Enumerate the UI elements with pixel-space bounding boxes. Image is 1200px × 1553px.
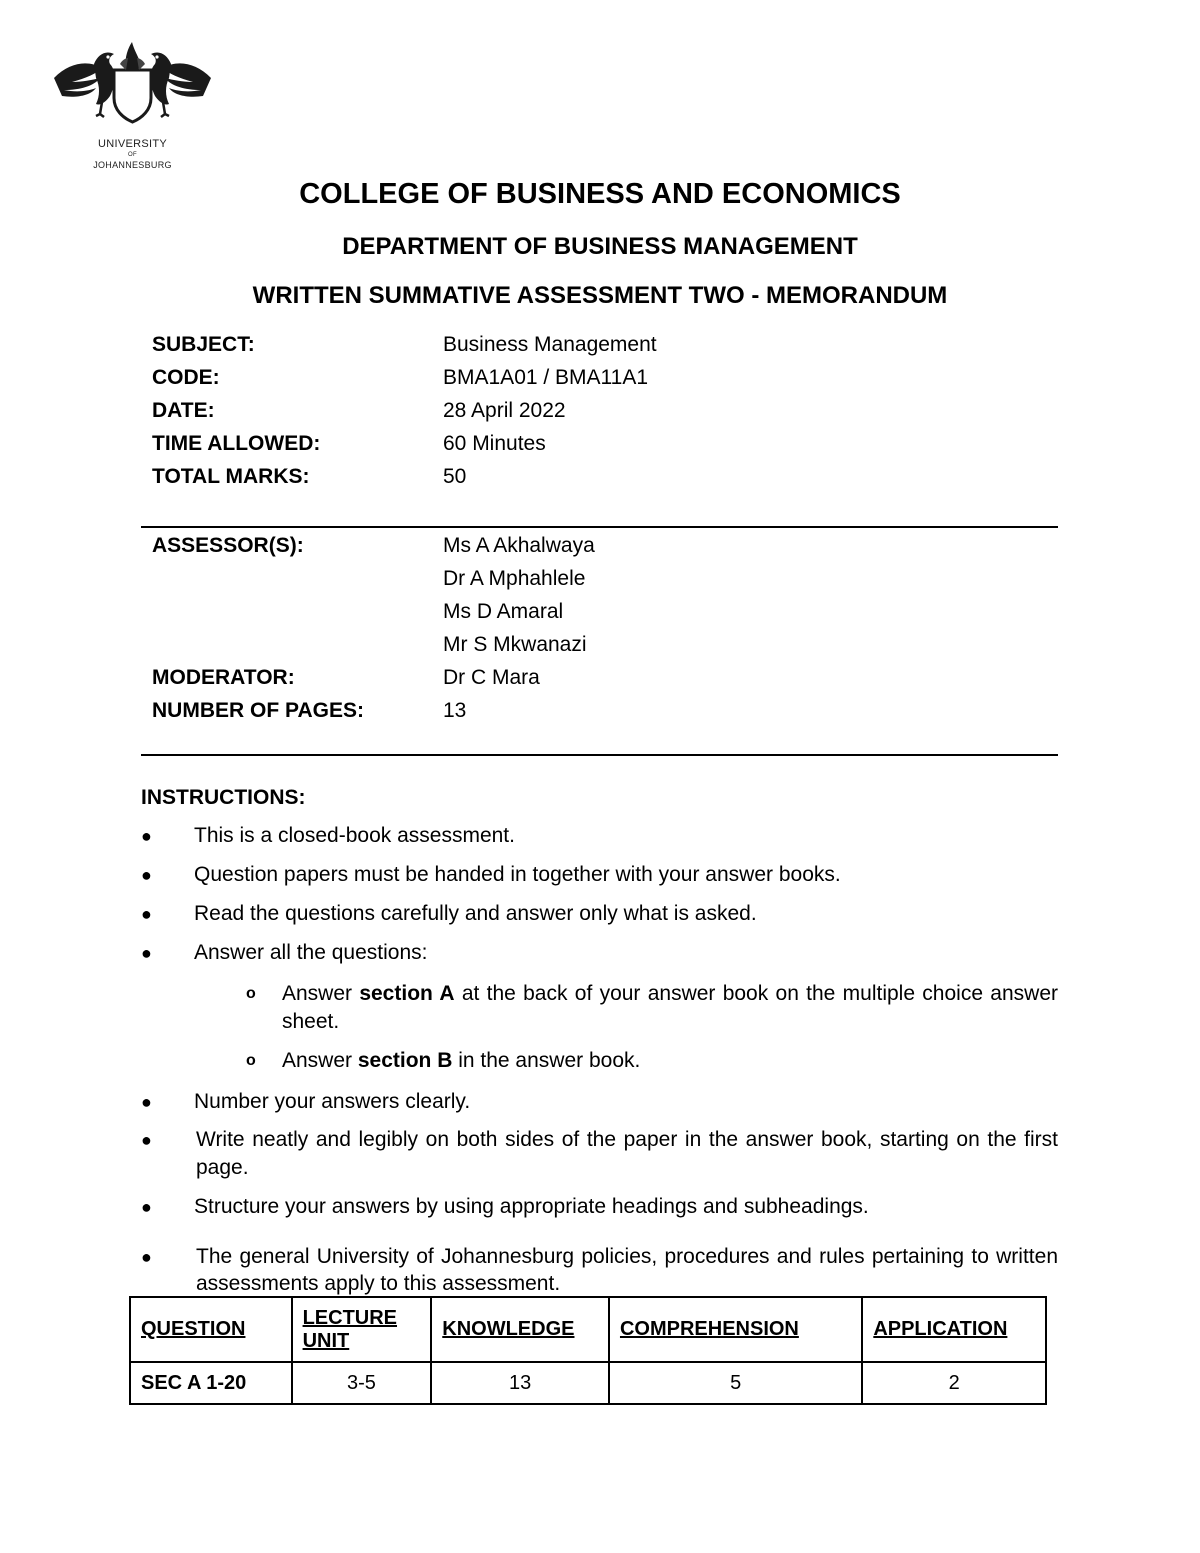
- bullet-icon: ●: [141, 1197, 152, 1217]
- divider: [141, 754, 1058, 756]
- detail-label: TOTAL MARKS:: [152, 465, 310, 488]
- staff-row: [152, 633, 1052, 666]
- detail-row-subject: [152, 333, 1052, 366]
- detail-value: 28 April 2022: [443, 399, 566, 422]
- instruction-text: Answer all the questions:: [194, 941, 428, 964]
- detail-row-date: [152, 399, 1052, 432]
- detail-row-time: [152, 432, 1052, 465]
- bullet-icon: ●: [141, 1247, 152, 1267]
- staff-value: Dr C Mara: [443, 666, 540, 689]
- bullet-icon: ●: [141, 904, 152, 924]
- staff-value: Mr S Mkwanazi: [443, 633, 587, 656]
- staff-details: [152, 534, 1052, 732]
- university-logo: [50, 40, 215, 175]
- instruction-text: The general University of Johannesburg policies, procedures and rules pertaining to written assessments apply to this assessment.: [196, 1245, 1058, 1295]
- detail-row-total-marks: [152, 465, 1052, 498]
- crest-birds-icon: [50, 40, 215, 135]
- bullet-icon: ●: [141, 1092, 152, 1112]
- detail-value: Business Management: [443, 333, 657, 356]
- detail-row-code: [152, 366, 1052, 399]
- bullet-icon: ●: [141, 943, 152, 963]
- logo-text-of: OF: [128, 152, 137, 158]
- table-cell: SEC A 1-20: [130, 1362, 292, 1404]
- instruction-text: Read the questions carefully and answer only what is asked.: [194, 902, 757, 925]
- staff-row: [152, 600, 1052, 633]
- detail-label: TIME ALLOWED:: [152, 432, 321, 455]
- instruction-subitem: [246, 980, 1058, 1040]
- instruction-text: Write neatly and legibly on both sides of the paper in the answer book, starting on the first page.: [196, 1128, 1058, 1179]
- table-header-cell: COMPREHENSION: [609, 1297, 862, 1362]
- bullet-icon: ●: [141, 826, 152, 846]
- detail-value: 50: [443, 465, 467, 488]
- detail-label: SUBJECT:: [152, 333, 255, 356]
- table-header-row: [130, 1297, 1046, 1362]
- staff-value: Ms A Akhalwaya: [443, 534, 595, 557]
- table-row: [130, 1362, 1046, 1404]
- table-cell: 3-5: [292, 1362, 432, 1404]
- assessment-details: [152, 333, 1052, 498]
- staff-value: Dr A Mphahlele: [443, 567, 586, 590]
- staff-row: [152, 567, 1052, 600]
- staff-value: Ms D Amaral: [443, 600, 564, 623]
- staff-value: 13: [443, 699, 467, 722]
- staff-label: NUMBER OF PAGES:: [152, 699, 364, 722]
- instruction-subtext: Answer section B in the answer book.: [282, 1049, 641, 1072]
- instruction-text: Structure your answers by using appropriate headings and subheadings.: [194, 1195, 869, 1218]
- bullet-icon: ●: [141, 865, 152, 885]
- table-header-cell: KNOWLEDGE: [431, 1297, 609, 1362]
- logo-text-university: UNIVERSITY: [97, 138, 167, 150]
- circle-bullet-icon: o: [246, 985, 256, 1002]
- assessment-heading: WRITTEN SUMMATIVE ASSESSMENT TWO - MEMORANDUM: [252, 282, 948, 309]
- detail-value: 60 Minutes: [443, 432, 546, 455]
- table-header-cell: QUESTION: [130, 1297, 292, 1362]
- staff-row: [152, 534, 1052, 567]
- detail-label: DATE:: [152, 399, 215, 422]
- circle-bullet-icon: o: [246, 1052, 256, 1069]
- table-cell: 2: [862, 1362, 1046, 1404]
- bullet-icon: ●: [141, 1130, 152, 1150]
- cognitive-level-table: [129, 1296, 1047, 1405]
- instruction-text: Number your answers clearly.: [194, 1090, 471, 1113]
- divider: [141, 526, 1058, 528]
- instruction-text: Question papers must be handed in together with your answer books.: [194, 863, 841, 886]
- table-header-cell: APPLICATION: [862, 1297, 1046, 1362]
- staff-label: MODERATOR:: [152, 666, 295, 689]
- table-header-cell: LECTURE UNIT: [292, 1297, 432, 1362]
- college-heading: COLLEGE OF BUSINESS AND ECONOMICS: [299, 178, 901, 210]
- instruction-text: This is a closed-book assessment.: [194, 824, 515, 847]
- instruction-item: [141, 1243, 1058, 1299]
- table-cell: 13: [431, 1362, 609, 1404]
- detail-label: CODE:: [152, 366, 220, 389]
- staff-row: [152, 666, 1052, 699]
- table-cell: 5: [609, 1362, 862, 1404]
- instruction-subtext: Answer section A at the back of your answer book on the multiple choice answer sheet.: [282, 982, 1058, 1033]
- staff-row: [152, 699, 1052, 732]
- logo-text-johannesburg: JOHANNESBURG: [93, 160, 172, 170]
- staff-label: ASSESSOR(S):: [152, 534, 304, 557]
- detail-value: BMA1A01 / BMA11A1: [443, 366, 649, 389]
- department-heading: DEPARTMENT OF BUSINESS MANAGEMENT: [342, 233, 858, 260]
- instructions-title: INSTRUCTIONS:: [141, 786, 306, 809]
- instruction-item: [141, 1126, 1058, 1186]
